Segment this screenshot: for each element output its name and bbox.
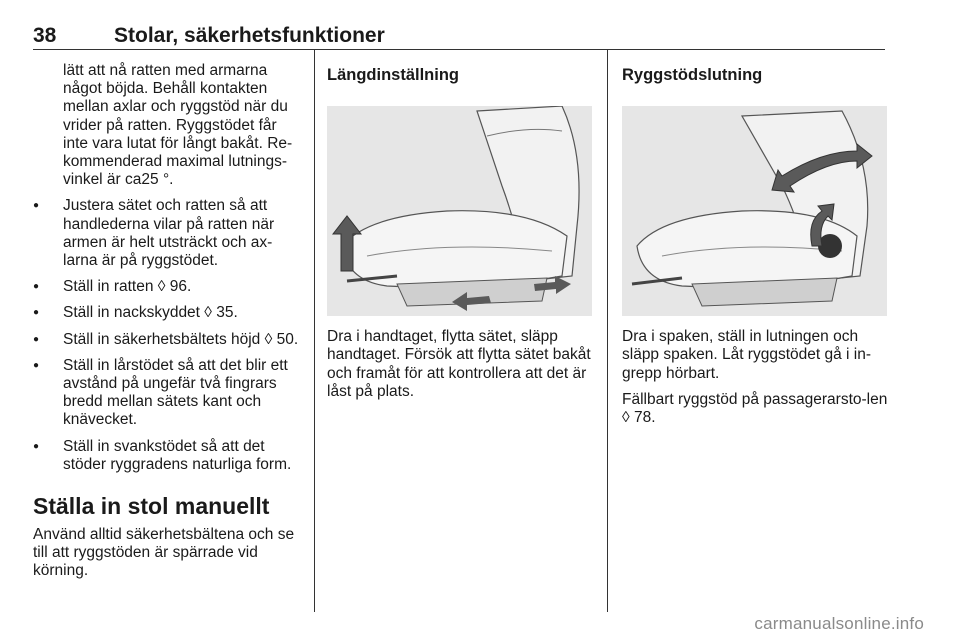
- page-header: [33, 22, 885, 50]
- subsection-heading-length: Längdinställning: [327, 66, 459, 84]
- recline-instructions: Dra i spaken, ställ in lutningen och släpp spaken. Låt ryggstödet gå i in-grepp hörbart.: [622, 328, 872, 382]
- section-heading: Ställa in stol manuellt: [33, 493, 270, 520]
- column-3: [622, 62, 888, 435]
- bullet-item: ● Ställ in säkerhetsbältets höjd ◊ 50.: [33, 331, 301, 349]
- bullet-item: ● Ställ in nackskyddet ◊ 35.: [33, 304, 301, 322]
- column-divider-2: [607, 50, 608, 612]
- watermark: carmanualsonline.info: [754, 614, 924, 633]
- bullet-item: ● Ställ in svankstödet så att det stöder ryggradens naturliga form.: [33, 438, 301, 474]
- bullet-item: ● Justera sätet och ratten så att handlederna vilar på ratten när armen är helt utsträckt och ax-larna är på ryggstödet.: [33, 197, 301, 270]
- bullet-item: ● Ställ in lårstödet så att det blir ett avstånd på ungefär två fingrars bredd mellan sätets kant och knävecket.: [33, 357, 301, 430]
- backrest-recline-illustration: [622, 106, 887, 316]
- length-instructions: Dra i handtaget, flytta sätet, släpp handtaget. Försök att flytta sätet bakåt och framåt för att kontrollera att det är låst på plats.: [327, 328, 591, 400]
- page-title: Stolar, säkerhetsfunktioner: [114, 24, 385, 47]
- bullet-item: ● Ställ in ratten ◊ 96.: [33, 278, 301, 296]
- header-divider: [33, 49, 885, 50]
- page-number: 38: [33, 24, 57, 47]
- subsection-heading-recline: Ryggstödslutning: [622, 66, 763, 84]
- seat-length-adjustment-illustration: [327, 106, 592, 316]
- column-2: [327, 62, 595, 409]
- folding-backrest-reference: Fällbart ryggstöd på passagerarsto-len ◊ 78.: [622, 390, 888, 427]
- intro-paragraph: lätt att nå ratten med armarna något böjda. Behåll kontakten mellan axlar och ryggstöd när du vrider på ratten. Ryggstödet får inte vara lutat för långt bakåt. Re-kommenderad maximal lutnings-vinkel är ca25 °.: [63, 62, 293, 189]
- section-paragraph: Använd alltid säkerhetsbältena och se till att ryggstöden är spärrade vid körning.: [33, 526, 295, 580]
- column-1: [33, 62, 301, 589]
- column-divider-1: [314, 50, 315, 612]
